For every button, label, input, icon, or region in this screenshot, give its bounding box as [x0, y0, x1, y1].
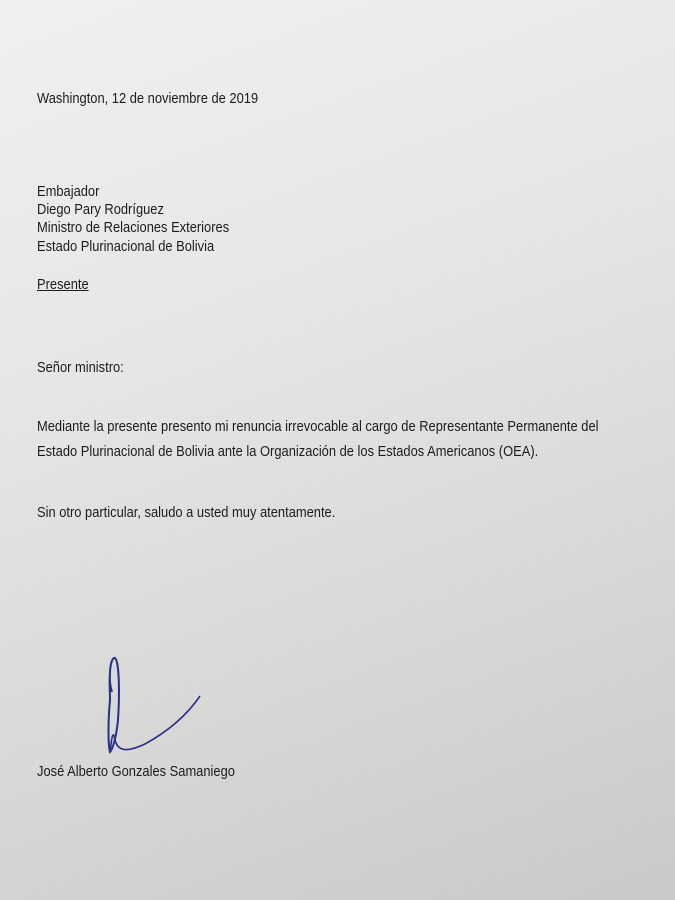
recipient-position: Ministro de Relaciones Exteriores — [37, 219, 230, 236]
recipient-country: Estado Plurinacional de Bolivia — [37, 238, 215, 255]
body-line-1: Mediante la presente presento mi renuncia irrevocable al cargo de Representante Permanente del — [37, 418, 599, 435]
recipient-name: Diego Pary Rodríguez — [37, 201, 164, 218]
salutation: Señor ministro: — [37, 359, 124, 376]
body-line-2: Estado Plurinacional de Bolivia ante la Organización de los Estados Americanos (OEA). — [37, 443, 539, 460]
signer-name: José Alberto Gonzales Samaniego — [37, 763, 235, 780]
date-line: Washington, 12 de noviembre de 2019 — [37, 90, 259, 107]
closing: Sin otro particular, saludo a usted muy atentamente. — [37, 504, 336, 521]
presente-label: Presente — [37, 276, 89, 293]
recipient-title: Embajador — [37, 183, 100, 200]
